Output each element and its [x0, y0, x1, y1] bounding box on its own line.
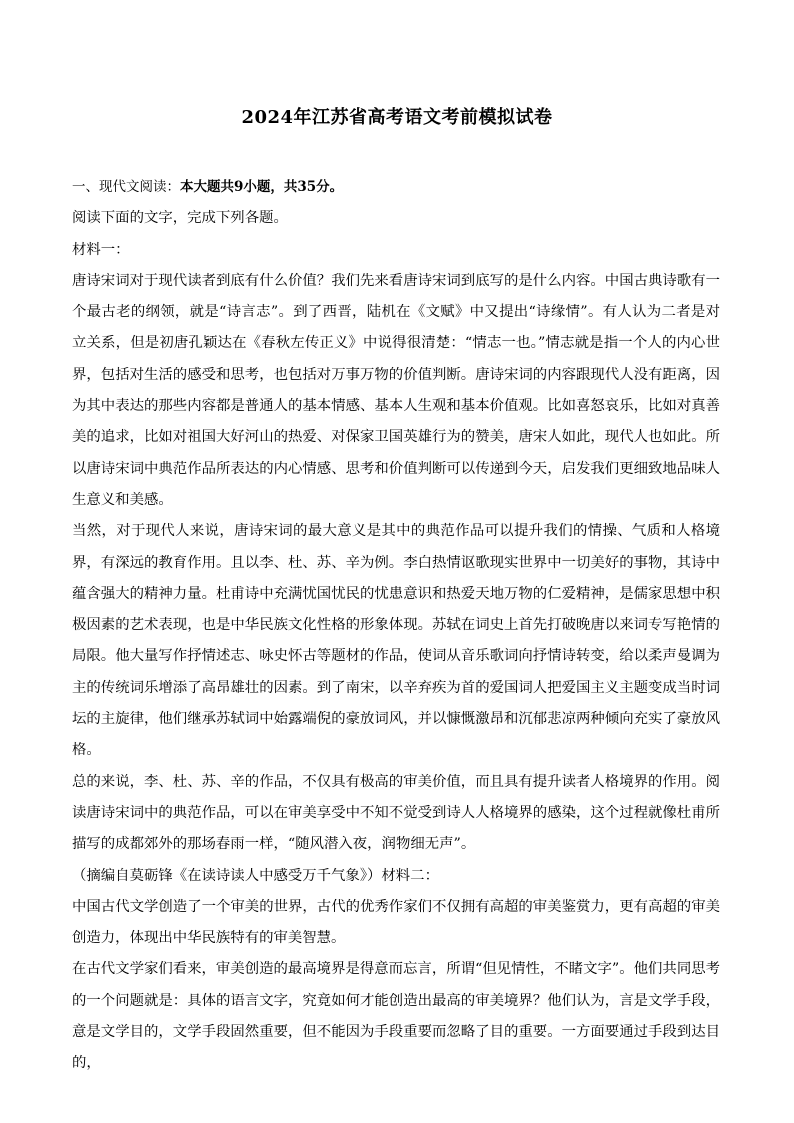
material-label: 材料一：	[72, 241, 130, 258]
paragraph: 当然，对于现代人来说，唐诗宋词的最大意义是其中的典范作品可以提升我们的情操、气质和人格境界，有深远的教育作用。且以李、杜、苏、辛为例。李白热情讴歌现实世界中一切美好的事物，其诗中蕴含强大的精神力量。杜甫诗中充满忧国忧民的忧患意识和热爱天地万物的仁爱精神，是儒家思想中积极因素的艺术表现，也是中华民族文化性格的形象体现。苏轼在词史上首先打破晚唐以来词专写艳情的局限。他大量写作抒情述志、咏史怀古等题材的作品，使词从音乐歌词向抒情诗转变，给以柔声曼调为主的传统词乐增添了高昂雄壮的因素。到了南宋，以辛弃疾为首的爱国词人把爱国主义主题变成当时词坛的主旋律，他们继承苏轼词中始露端倪的豪放词风，并以慷慨激昂和沉郁悲凉两种倾向充实了豪放风格。	[72, 523, 720, 759]
section-detail: 本大题共9小题，共35分。	[180, 179, 344, 195]
paragraph: 总的来说，李、杜、苏、辛的作品，不仅具有极高的审美价值，而且具有提升读者人格境界的作用。阅读唐诗宋词中的典范作品，可以在审美享受中不知不觉受到诗人人格境界的感染，这个过程就像杜甫所描写的成都郊外的那场春雨一样，“随风潜入夜，润物细无声”。	[72, 773, 720, 853]
instruction-text: 阅读下面的文字，完成下列各题。	[72, 210, 288, 227]
section-prefix: 一、现代文阅读：	[72, 179, 180, 195]
page-title: 2024年江苏省高考语文考前模拟试卷	[241, 107, 553, 128]
document-body	[72, 172, 720, 1080]
paragraph: 中国古代文学创造了一个审美的世界，古代的优秀作家们不仅拥有高超的审美鉴赏力，更有高超的审美创造力，体现出中华民族特有的审美智慧。	[72, 898, 720, 947]
paragraph: 在古代文学家们看来，审美创造的最高境界是得意而忘言，所谓“但见情性，不睹文字”。他们共同思考的一个问题就是：具体的语言文字，究竟如何才能创造出最高的审美境界？他们认为，言是文学手段，意是文学目的，文学手段固然重要，但不能因为手段重要而忽略了目的重要。一方面要通过手段到达目的，	[72, 961, 720, 1072]
source-citation: （摘编自莫砺锋《在读诗读人中感受万千气象》）材料二：	[72, 867, 439, 884]
paragraph: 唐诗宋词对于现代读者到底有什么价值？我们先来看唐诗宋词到底写的是什么内容。中国古典诗歌有一个最古老的纲领，就是“诗言志”。到了西晋，陆机在《文赋》中又提出“诗缘情”。有人认为二者是对立关系，但是初唐孔颖达在《春秋左传正义》中说得很清楚：“情志一也。”情志就是指一个人的内心世界，包括对生活的感受和思考，也包括对万事万物的价值判断。唐诗宋词的内容跟现代人没有距离，因为其中表达的那些内容都是普通人的基本情感、基本人生观和基本价值观。比如喜怒哀乐，比如对真善美的追求，比如对祖国大好河山的热爱、对保家卫国英雄行为的赞美，唐宋人如此，现代人也如此。所以唐诗宋词中典范作品所表达的内心情感、思考和价值判断可以传递到今天，启发我们更细致地品味人生意义和美感。	[72, 272, 720, 508]
section-heading	[72, 172, 720, 203]
